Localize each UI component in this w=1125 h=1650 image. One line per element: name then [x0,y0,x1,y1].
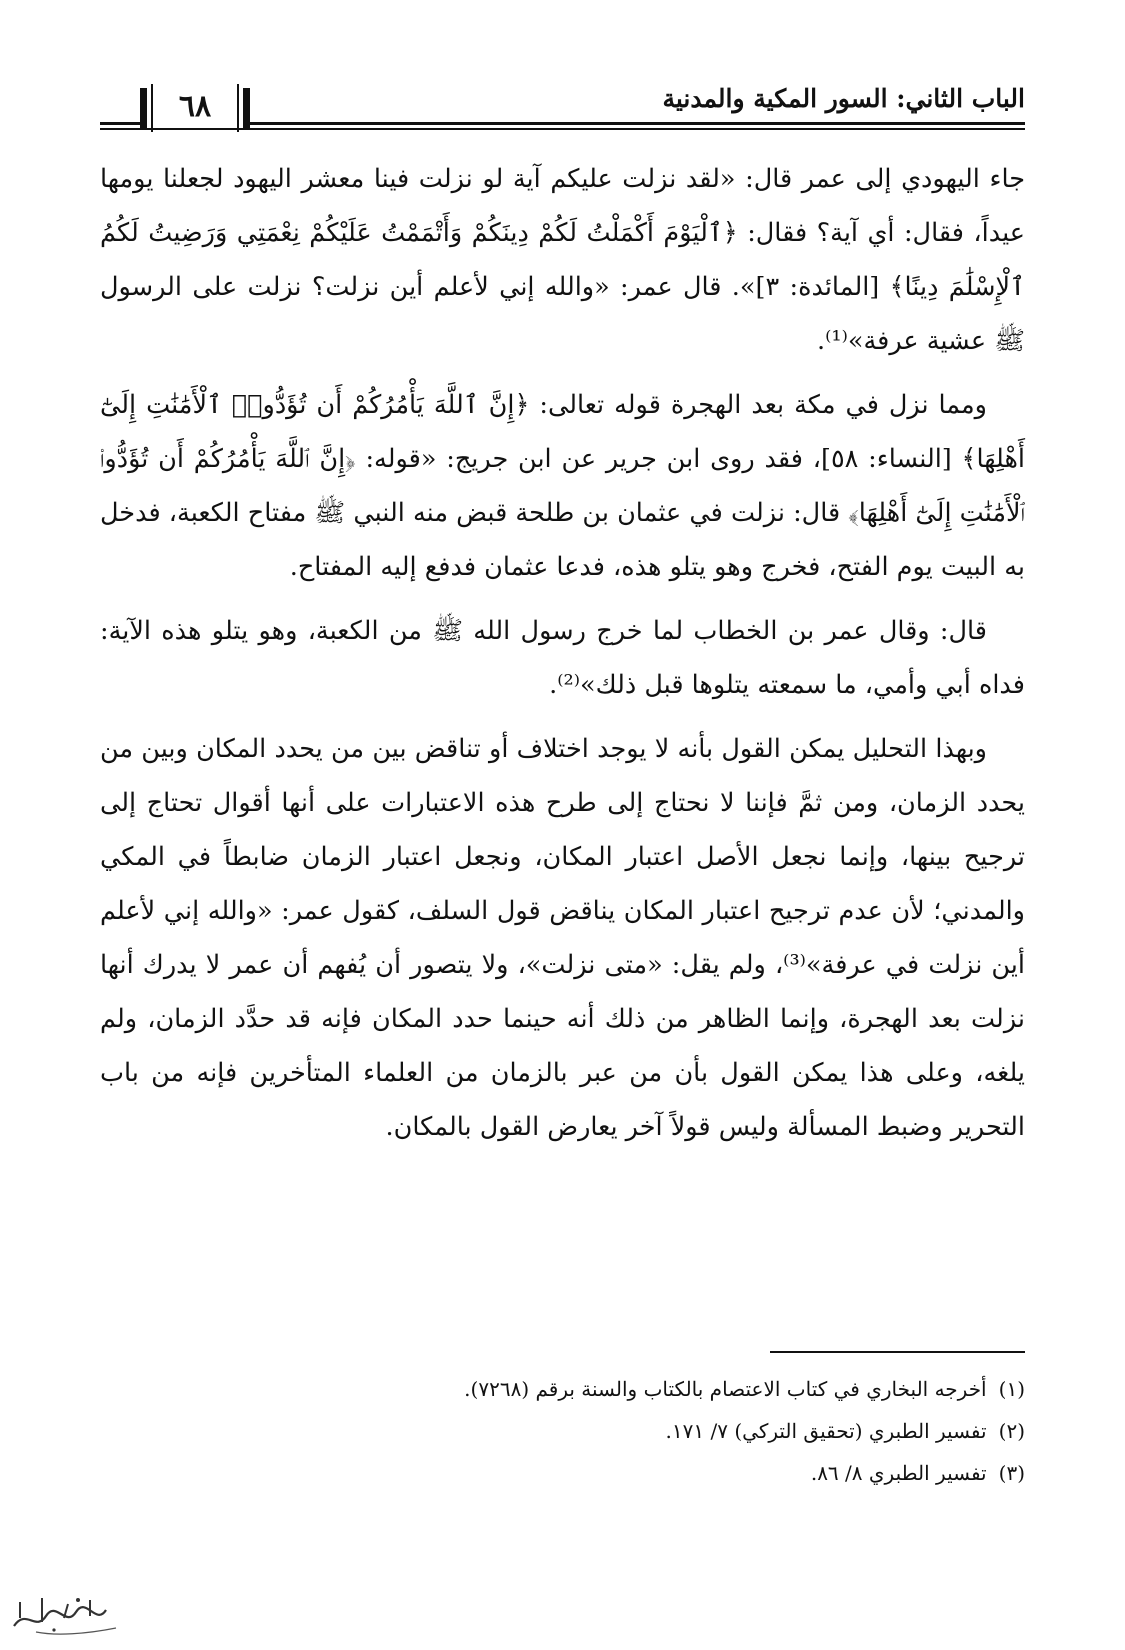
page-number: ٦٨ [178,89,212,124]
footnote [100,1368,1025,1410]
footnote-number: (٣) [998,1461,1025,1485]
publisher-logo-icon [6,1588,126,1638]
footnote-text: أخرجه البخاري في كتاب الاعتصام بالكتاب والسنة برقم (٧٢٦٨). [464,1377,987,1401]
footnote-separator [770,1351,1025,1353]
paragraph: قال: وقال عمر بن الخطاب لما خرج رسول الله ﷺ من الكعبة، وهو يتلو هذه الآية: فداه أبي وأمي، ما سمعته يتلوها قبل ذلك»⁽²⁾. [100,616,1025,700]
page-header [100,78,1025,138]
chapter-title: الباب الثاني: السور المكية والمدنية [662,84,1025,113]
paragraph: وبهذا التحليل يمكن القول بأنه لا يوجد اختلاف أو تناقض بين من يحدد المكان وبين من يحدد الزمان، ومن ثمَّ فإننا لا نحتاج إلى طرح هذه الاعتبارات على أنها أقوال تحتاج إلى ترجيح بينها، وإنما نجعل الأصل اعتبار المكان، ونجعل اعتبار الزمان ضابطاً في المكي والمدني؛ لأن عدم ترجيح اعتبار المكان يناقض قول السلف، كقول عمر: «والله إني لأعلم أين نزلت في عرفة»⁽³⁾، ولم يقل: «متى نزلت»، ولا يتصور أن يُفهم أن عمر لا يدرك أنها نزلت بعد الهجرة، وإنما الظاهر من ذلك أنه حينما حدد المكان فإنه قد حدَّد الزمان، ولم يلغه، وعلى هذا يمكن القول بأن من عبر بالزمان من العلماء المتأخرين فإنه من باب التحرير وضبط المسألة وليس قولاً آخر يعارض القول بالمكان. [100,734,1025,1142]
page-number-frame [140,88,250,128]
footnote-text: تفسير الطبري ٨/ ٨٦. [810,1461,987,1485]
main-text [100,152,1025,1154]
footnotes [100,1368,1025,1494]
footnote [100,1452,1025,1494]
paragraph: ومما نزل في مكة بعد الهجرة قوله تعالى: ﴿إِنَّ ٱللَّهَ يَأْمُرُكُمْ أَن تُؤَدُّوا۟ ٱلْأَمَٰنَٰتِ إِلَىٰٓ أَهْلِهَا﴾ [النساء: ٥٨]، فقد روى ابن جرير عن ابن جريج: «قوله: ﴿إِنَّ ٱللَّهَ يَأْمُرُكُمْ أَن تُؤَدُّوا۟ ٱلْأَمَٰنَٰتِ إِلَىٰٓ أَهْلِهَا﴾ قال: نزلت في عثمان بن طلحة قبض منه النبي ﷺ مفتاح الكعبة، فدخل به البيت يوم الفتح، فخرج وهو يتلو هذه، فدعا عثمان فدفع إليه المفتاح. [100,390,1025,582]
footnote-text: تفسير الطبري (تحقيق التركي) ٧/ ١٧١. [665,1419,987,1443]
footnote-number: (٢) [998,1419,1025,1443]
footnote-number: (١) [998,1377,1025,1401]
footnote [100,1410,1025,1452]
paragraph: جاء اليهودي إلى عمر قال: «لقد نزلت عليكم آية لو نزلت فينا معشر اليهود لجعلنا يومها عيداً، فقال: أي آية؟ فقال: ﴿ٱلْيَوْمَ أَكْمَلْتُ لَكُمْ دِينَكُمْ وَأَتْمَمْتُ عَلَيْكُمْ نِعْمَتِي وَرَضِيتُ لَكُمُ ٱلْإِسْلَٰمَ دِينًا﴾ [المائدة: ٣]». قال عمر: «والله إني لأعلم أين نزلت؟ نزلت على الرسول ﷺ عشية عرفة»⁽¹⁾. [100,164,1026,356]
